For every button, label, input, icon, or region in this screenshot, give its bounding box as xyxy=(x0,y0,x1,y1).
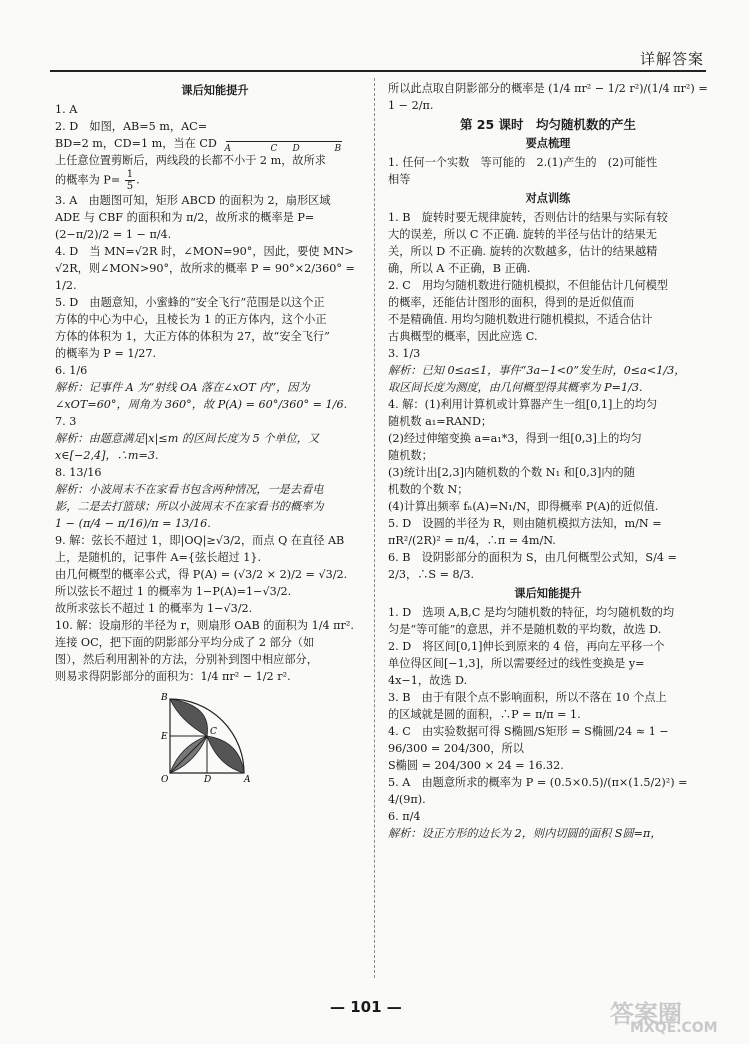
segment-figure xyxy=(224,137,342,154)
answer-line: 2. C 用均匀随机数进行随机模拟，不但能估计几何模型 xyxy=(388,279,669,292)
figure-label: B xyxy=(161,693,168,703)
segment-label: C xyxy=(270,144,278,154)
solution-line: 解析：记事件 A 为“射线 OA 落在∠xOT 内”，因为 xyxy=(55,381,310,394)
answer-line: 7. 3 xyxy=(55,415,77,428)
answer-line: 图），然后利用割补的方法，分别补到图中相应部分， xyxy=(55,653,318,666)
answer-text: 的概率为 P= xyxy=(55,173,121,187)
header-title: 详解答案 xyxy=(639,50,704,68)
answer-line: 随机数； xyxy=(388,449,433,462)
answer-line: 的概率为 P = 1/27. xyxy=(55,347,156,360)
answer-line: (2)经过伸缩变换 a=a₁*3，得到一组[0,3]上的均匀 xyxy=(388,432,642,445)
subsection-title: 课后知能提升 xyxy=(514,587,582,600)
answer-line: 4x−1，故选 D. xyxy=(388,674,468,687)
answer-line: ADE 与 CBF 的面积和为 π/2，故所求的概率是 P= xyxy=(55,211,315,224)
subsection-title: 要点梳理 xyxy=(525,137,571,150)
solution-line: 解析：设正方形的边长为 2，则内切圆的面积 S圆=π， xyxy=(388,827,662,840)
answer-line: 6. π/4 xyxy=(388,810,421,823)
answer-line: 匀是“等可能”的意思，并不是随机数的平均数，故选 D. xyxy=(388,623,662,636)
answer-line: 连接 OC，把下面的阴影部分平均分成了 2 部分（如 xyxy=(55,636,315,649)
answer-line: 由几何概型的概率公式，得 P(A) = (√3/2 × 2)/2 = √3/2. xyxy=(55,568,348,581)
answer-line: 的概率为 P= $\frac{1}{5}$ . xyxy=(55,169,140,192)
answer-line: S椭圆 = 204/300 × 24 = 16.32. xyxy=(388,759,564,772)
answer-line: 2. D 将区间[0,1]伸长到原来的 4 倍，再向左平移一个 xyxy=(388,640,665,653)
segment-label: A xyxy=(224,144,231,154)
answer-line: 上，是随机的，记事件 A={弦长超过 1}. xyxy=(55,551,262,564)
answer-line: (4)计算出频率 fₙ(A)=N₁/N，即得概率 P(A)的近似值. xyxy=(388,500,659,513)
answer-line: 随机数 a₁=RAND； xyxy=(388,415,493,428)
section-title: 课后知能提升 xyxy=(181,84,249,97)
answer-line xyxy=(55,118,375,135)
solution-line: 1 − (π/4 − π/16)/π = 13/16. xyxy=(55,517,211,530)
figure-label: E xyxy=(161,732,168,742)
answer-line: 关，所以 D 不正确. 旋转的次数越多，估计的结果越精 xyxy=(388,245,658,258)
figure-label: D xyxy=(204,775,212,783)
segment-label: D xyxy=(292,144,300,154)
answer-line: 的概率，还能估计图形的面积，得到的是近似值而 xyxy=(388,296,635,309)
answer-line: 的区域就是圆的面积，∴P = π/π = 1. xyxy=(388,708,581,721)
solution-line: 影，二是去打篮球；所以小波周末不在家看书的概率为 xyxy=(55,500,324,513)
answer-line: 1. B 旋转时要无规律旋转，否则估计的结果与实际有较 xyxy=(388,211,668,224)
header-rule xyxy=(50,70,706,72)
sector-figure xyxy=(160,691,375,788)
answer-line: 上任意位置剪断后，两线段的长都不小于 2 m，故所求 xyxy=(55,154,326,167)
answer-line: πR²/(2R)² = π/4，∴π = 4m/N. xyxy=(388,534,556,547)
answer-line: 6. 1/6 xyxy=(55,364,88,377)
answer-line: 6. B 设阴影部分的面积为 S，由几何概型公式知，S/4 = xyxy=(388,551,677,564)
answer-line: 10. 解：设扇形的半径为 r，则扇形 OAB 的面积为 1/4 πr². xyxy=(55,619,354,632)
answer-line: 3. A 由题图可知，矩形 ABCD 的面积为 2，扇形区域 xyxy=(55,194,331,207)
solution-line: 解析：由题意满足|x|≤m 的区间长度为 5 个单位，又 xyxy=(55,432,320,445)
answer-line: 方体的体积为 1，大正方体的体积为 27，故“安全飞行” xyxy=(55,330,330,343)
answer-line: 1. 任何一个实数 等可能的 2.(1)产生的 (2)可能性 xyxy=(388,156,658,169)
figure-label: O xyxy=(161,775,169,783)
answer-line: 故所求弦长不超过 1 的概率为 1−√3/2. xyxy=(55,602,253,615)
answer-line: 单位得区间[−1,3]，所以需要经过的线性变换是 y= xyxy=(388,657,645,670)
right-column xyxy=(388,80,708,842)
answer-line: 3. 1/3 xyxy=(388,347,421,360)
denominator: 5 xyxy=(126,181,134,192)
figure-label: A xyxy=(244,775,251,783)
left-column xyxy=(55,80,375,788)
page-number: — 101 — xyxy=(330,998,402,1016)
answer-line: 所以弦长不超过 1 的概率为 1−P(A)=1−√3/2. xyxy=(55,585,292,598)
segment-line xyxy=(226,141,342,142)
fraction xyxy=(125,169,135,192)
watermark-logo: 答案圈 xyxy=(610,1000,682,1028)
answer-line: 不是精确值. 用均匀随机数进行随机模拟，不适合估计 xyxy=(388,313,653,326)
answer-line: 确，所以 A 不正确，B 正确. xyxy=(388,262,531,275)
solution-line: x∈[−2,4]，∴m=3. xyxy=(55,449,159,462)
answer-line: 2/3，∴S = 8/3. xyxy=(388,568,475,581)
answer-line: 4. C 由实验数据可得 S椭圆/S矩形 = S椭圆/24 ≈ 1 − 96/300 = 204/300，所以 xyxy=(388,725,669,755)
answer-line: 3. B 由于有限个点不影响面积，所以不落在 10 个点上 xyxy=(388,691,667,704)
sector-diagram xyxy=(160,691,256,783)
watermark-url: MXQE.COM xyxy=(630,1020,718,1036)
answer-line: 1. D 选项 A,B,C 是均匀随机数的特征，均匀随机数的均 xyxy=(388,606,675,619)
answer-line: 则易求得阴影部分的面积为：1/4 πr² − 1/2 r². xyxy=(55,670,291,683)
answer-line: 1. A xyxy=(55,103,78,116)
answer-line: 方体的中心为中心，且棱长为 1 的正方体内，这个小正 xyxy=(55,313,327,326)
answer-line: √2R，则∠MON>90°，故所求的概率 P = 90°×2/360° = 1/2. xyxy=(55,262,355,292)
solution-line: 取区间长度为测度，由几何概型得其概率为 P=1/3. xyxy=(388,381,643,394)
numerator: 1 xyxy=(126,169,134,180)
answer-line: 9. 解：弦长不超过 1，即|OQ|≥√3/2，而点 Q 在直径 AB xyxy=(55,534,345,547)
solution-line: ∠xOT=60°，周角为 360°，故 P(A) = 60°/360° = 1/6. xyxy=(55,398,348,411)
answer-line: 4. D 当 MN=√2R 时，∠MON=90°，因此，要使 MN> xyxy=(55,245,354,258)
answer-text: BD=2 m，CD=1 m，当在 CD xyxy=(55,137,217,150)
solution-line: 解析：已知 0≤a≤1，事件“3a−1<0”发生时，0≤a<1/3， xyxy=(388,364,686,377)
answer-line: 4. 解：(1)利用计算机或计算器产生一组[0,1]上的均匀 xyxy=(388,398,658,411)
segment-label: B xyxy=(334,144,342,154)
answer-line: 古典概型的概率，因此应选 C. xyxy=(388,330,538,343)
answer-line: (2−π/2)/2 = 1 − π/4. xyxy=(55,228,172,241)
solution-line: 解析：小波周末不在家看书包含两种情况，一是去看电 xyxy=(55,483,324,496)
answer-line: 5. D 设圆的半径为 R，则由随机模拟方法知，m/N = xyxy=(388,517,662,530)
answer-line xyxy=(55,135,375,152)
answer-line: 大的误差，所以 C 不正确. 旋转的半径与估计的结果无 xyxy=(388,228,657,241)
subsection-title: 对点训练 xyxy=(525,192,571,205)
answer-line: 相等 xyxy=(388,173,411,186)
lesson-title: 第 25 课时 均匀随机数的产生 xyxy=(459,117,637,132)
answer-line: 8. 13/16 xyxy=(55,466,102,479)
answer-line: (3)统计出[2,3]内随机数的个数 N₁ 和[0,3]内的随 xyxy=(388,466,635,479)
answer-line: 5. D 由题意知，小蜜蜂的“安全飞行”范围是以这个正 xyxy=(55,296,325,309)
answer-line: 机数的个数 N； xyxy=(388,483,469,496)
answer-text: 2. D 如图，AB=5 m，AC= xyxy=(55,120,208,133)
answer-line: 所以此点取自阴影部分的概率是 (1/4 πr² − 1/2 r²)/(1/4 πr²) = 1 − 2/π. xyxy=(388,82,708,112)
figure-label: C xyxy=(210,727,217,737)
answer-line: 5. A 由题意所求的概率为 P = (0.5×0.5)/(π×(1.5/2)²) = 4/(9π). xyxy=(388,776,688,806)
